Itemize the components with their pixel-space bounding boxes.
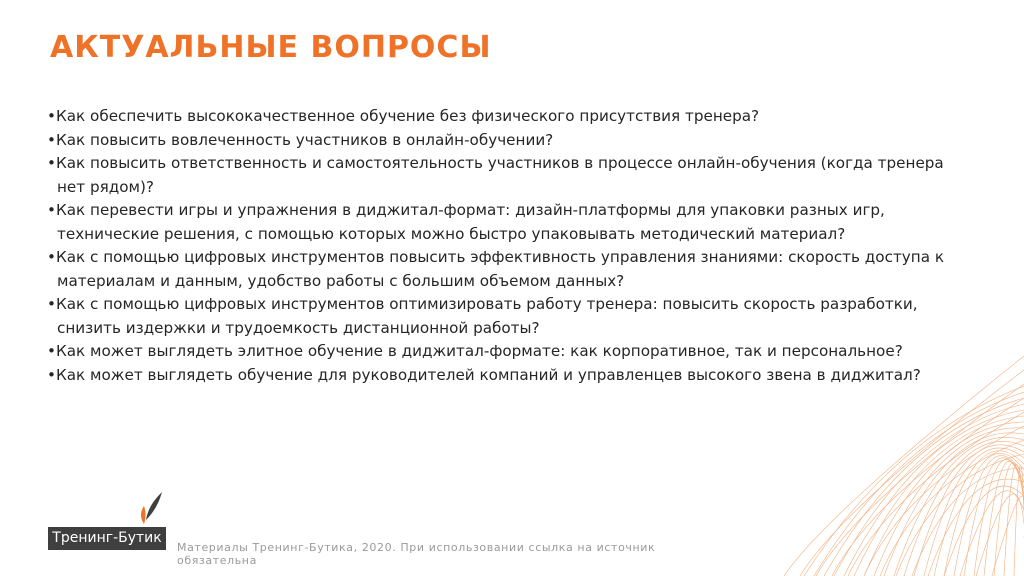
question-item: •Как с помощью цифровых инструментов повысить эффективность управления знаниями: скорость доступа к материалам и данным, удобство работы с большим объемом данных? xyxy=(47,248,945,290)
mesh-line xyxy=(914,445,1024,576)
mesh-line xyxy=(984,461,1024,576)
logo-wordmark: Тренинг-Бутик xyxy=(48,527,166,550)
question-item: •Как повысить ответственность и самостоятельность участников в процессе онлайн-обучения (когда тренера нет рядом)? xyxy=(47,154,944,196)
mesh-line xyxy=(824,398,1024,576)
mesh-line xyxy=(954,456,1024,576)
question-item: •Как перевести игры и упражнения в диджитал-формат: дизайн-платформы для упаковки разных игр, технические решения, с помощью которых можно быстро упаковывать методический материал? xyxy=(47,201,885,243)
mesh-line xyxy=(864,426,1024,576)
mesh-line xyxy=(944,486,1024,576)
footer-note: Материалы Тренинг-Бутика, 2020. При использовании ссылка на источник обязательна xyxy=(177,541,656,567)
question-item: •Как повысить вовлеченность участников в онлайн-обучении? xyxy=(47,130,554,149)
company-logo xyxy=(48,492,168,552)
question-item: •Как обеспечить высококачественное обучение без физического присутствия тренера? xyxy=(47,107,760,125)
decorative-mesh xyxy=(744,316,1024,576)
question-item: •Как с помощью цифровых инструментов оптимизировать работу тренера: повысить скорость разработки, снизить издержки и трудоемкость дистанционной работы? xyxy=(47,295,918,337)
mesh-line xyxy=(1014,466,1024,576)
leaf-icon xyxy=(136,492,168,526)
mesh-line xyxy=(992,496,1024,576)
mesh-line xyxy=(964,458,1024,576)
question-item: •Как может выглядеть обучение для руководителей компаний и управленцев высокого звена в диджитал? xyxy=(47,365,921,384)
slide-title: АКТУАЛЬНЫЕ ВОПРОСЫ xyxy=(50,30,492,65)
question-item: •Как может выглядеть элитное обучение в диджитал-формате: как корпоративное, так и персональное? xyxy=(47,342,903,360)
